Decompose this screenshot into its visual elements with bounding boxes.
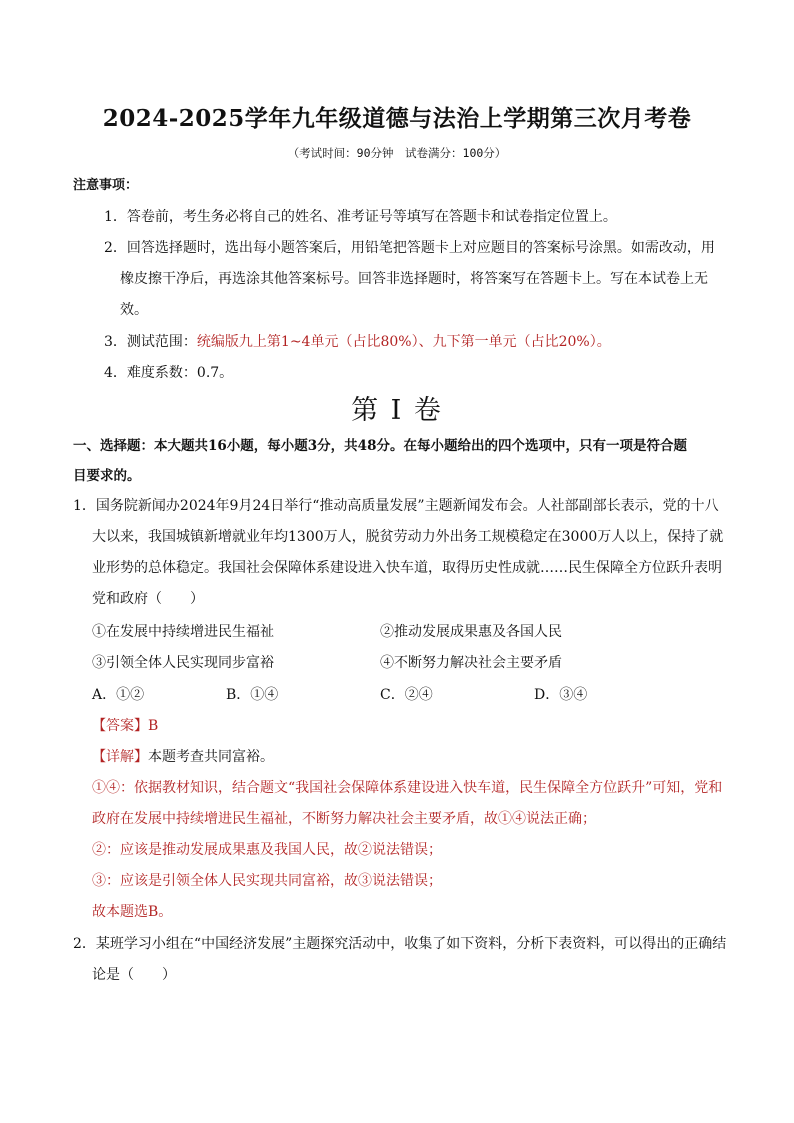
notice-item-3-prefix: 3．测试范围： [104, 334, 197, 350]
q1-stem-line-1: 1．国务院新闻办2024年9月24日举行“推动高质量发展”主题新闻发布会。人社部副部长表示，党的十八 [73, 498, 719, 514]
notice-item-3-scope: 统编版九上第1~4单元（占比80%）、九下第一单元（占比20%）。 [196, 334, 611, 350]
notice-item-3 [104, 331, 611, 351]
answer-label: 【答案】 [92, 718, 148, 734]
section-title: 第 I 卷 [351, 395, 443, 426]
exam-info: （考试时间：90分钟 试卷满分：100分） [287, 146, 507, 160]
q1-answer [92, 715, 158, 735]
section-intro-line-2: 目要求的。 [73, 468, 141, 484]
q1-statement-3: ③引领全体人民实现同步富裕 [92, 655, 274, 671]
notice-heading: 注意事项： [73, 178, 139, 193]
q1-statement-2: ②推动发展成果惠及各国人民 [380, 624, 562, 640]
notice-item-1: 1．答卷前，考生务必将自己的姓名、准考证号等填写在答题卡和试卷指定位置上。 [104, 209, 617, 225]
page-title: 2024-2025学年九年级道德与法治上学期第三次月考卷 [102, 105, 692, 132]
q1-conclusion: 故本题选B。 [92, 904, 173, 920]
q1-option-a: A．①② [92, 687, 145, 703]
q1-explanation-1-line-2: 政府在发展中持续增进民生福祉，不断努力解决社会主要矛盾，故①④说法正确； [92, 811, 596, 827]
q1-stem-line-3: 业形势的总体稳定。我国社会保障体系建设进入快车道，取得历史性成就……民生保障全方位跃升表明 [92, 560, 722, 576]
notice-item-2-line-1: 2．回答选择题时，选出每小题答案后，用铅笔把答题卡上对应题目的答案标号涂黑。如需改动，用 [104, 240, 715, 256]
q1-statement-4: ④不断努力解决社会主要矛盾 [380, 655, 562, 671]
detail-label: 【详解】 [92, 749, 148, 765]
q1-option-d: D．③④ [534, 687, 588, 703]
q2-stem-line-2: 论是（ ） [92, 967, 176, 983]
q1-detail [92, 746, 274, 766]
q1-explanation-2: ②：应该是推动发展成果惠及我国人民，故②说法错误； [92, 842, 442, 858]
q1-explanation-3: ③：应该是引领全体人民实现共同富裕，故③说法错误； [92, 873, 442, 889]
detail-text: 本题考查共同富裕。 [148, 749, 274, 765]
q1-stem-line-4: 党和政府（ ） [92, 591, 204, 607]
section-intro-line-1: 一、选择题：本大题共16小题，每小题3分，共48分。在每小题给出的四个选项中，只有一项是符合题 [73, 438, 687, 454]
q1-option-c: C．②④ [380, 687, 433, 703]
notice-item-2-line-3: 效。 [120, 302, 148, 318]
answer-value: B [148, 718, 159, 734]
q1-stem-line-2: 大以来，我国城镇新增就业年均1300万人，脱贫劳动力外出务工规模稳定在3000万人以上，保持了就 [92, 529, 724, 545]
q1-option-b: B．①④ [226, 687, 279, 703]
notice-item-2-line-2: 橡皮擦干净后，再选涂其他答案标号。回答非选择题时，将答案写在答题卡上。写在本试卷上无 [120, 271, 708, 287]
q1-explanation-1-line-1: ①④：依据教材知识，结合题文“我国社会保障体系建设进入快车道，民生保障全方位跃升”可知，党和 [92, 780, 723, 796]
q2-stem-line-1: 2．某班学习小组在“中国经济发展”主题探究活动中，收集了如下资料，分析下表资料，可以得出的正确结 [73, 936, 727, 952]
notice-item-4: 4．难度系数：0.7。 [104, 365, 234, 381]
q1-statement-1: ①在发展中持续增进民生福祉 [92, 624, 274, 640]
